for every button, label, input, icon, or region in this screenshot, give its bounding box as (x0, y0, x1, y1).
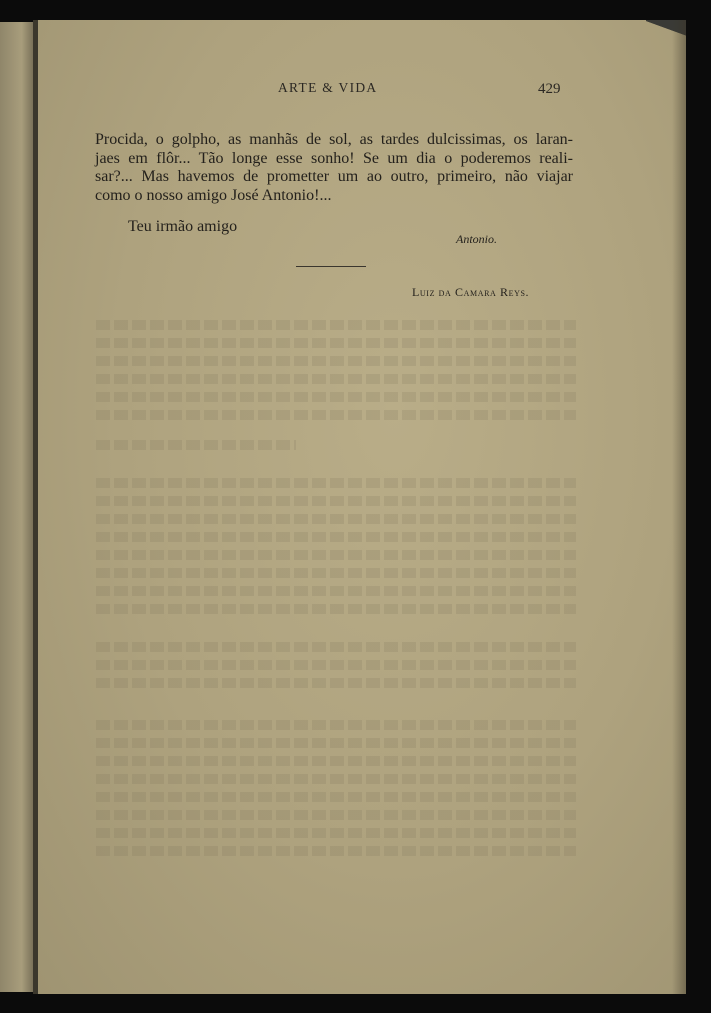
show-through-text (96, 478, 576, 488)
facing-page-edge (0, 22, 36, 992)
show-through-text (96, 392, 576, 402)
show-through-text (96, 356, 576, 366)
show-through-text (96, 774, 576, 784)
author-byline: Luiz da Camara Reys. (412, 285, 530, 299)
show-through-text (96, 642, 576, 652)
show-through-text (96, 496, 576, 506)
running-header: ARTE & VIDA (278, 80, 378, 95)
show-through-text (96, 720, 576, 730)
show-through-text (96, 374, 576, 384)
text-line: como o nosso amigo José Antonio!... (95, 186, 332, 204)
book-page (38, 20, 686, 994)
show-through-text (96, 320, 576, 330)
show-through-text (96, 756, 576, 766)
show-through-text (96, 410, 576, 420)
show-through-text (96, 568, 576, 578)
show-through-text (96, 846, 576, 856)
text-line: Procida, o golpho, as manhãs de sol, as tardes dulcissimas, os laran- (95, 131, 573, 148)
show-through-text (96, 550, 576, 560)
show-through-text (96, 738, 576, 748)
text-line: sar?... Mas havemos de prometter um ao outro, primeiro, não viajar (95, 168, 573, 186)
show-through-text (96, 604, 576, 614)
letter-closing: Teu irmão amigo (128, 218, 238, 235)
show-through-text (96, 828, 576, 838)
show-through-text (96, 660, 576, 670)
letter-paragraph (95, 131, 573, 205)
show-through-text (96, 514, 576, 524)
show-through-text (96, 338, 576, 348)
show-through-text (96, 532, 576, 542)
show-through-text (96, 792, 576, 802)
show-through-text (96, 678, 576, 688)
show-through-text (96, 586, 576, 596)
letter-signature: Antonio. (456, 232, 497, 246)
text-line: jaes em flôr... Tão longe esse sonho! Se um dia o poderemos reali- (95, 149, 573, 167)
section-divider (296, 266, 366, 267)
show-through-text (96, 440, 296, 450)
page-number: 429 (538, 81, 561, 97)
page-edge-shadow (672, 20, 686, 994)
show-through-text (96, 810, 576, 820)
